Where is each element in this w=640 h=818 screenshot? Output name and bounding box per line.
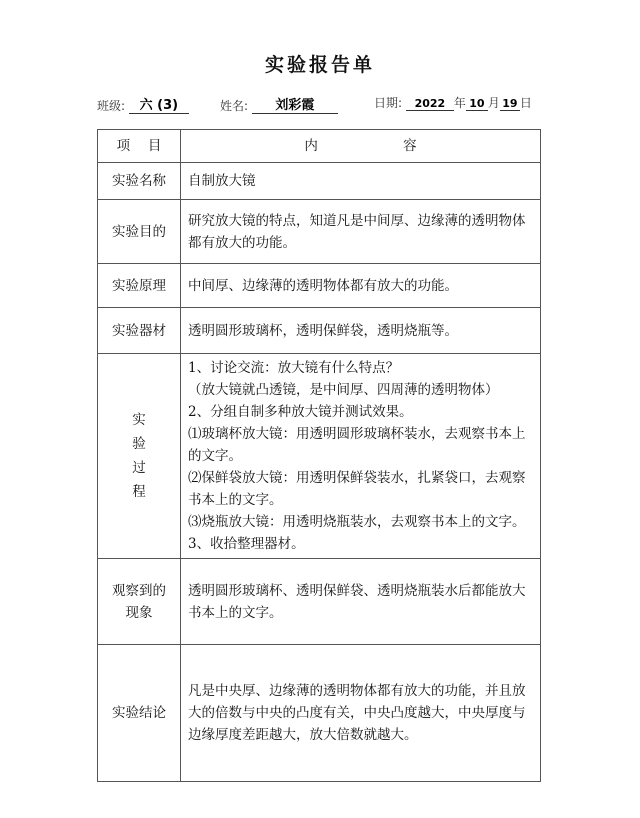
report-table <box>97 129 541 782</box>
process-label-char: 过 <box>132 460 146 476</box>
date-field <box>374 94 532 111</box>
table-row <box>98 264 541 308</box>
process-label-char: 程 <box>132 484 146 500</box>
date-year: 2022 <box>406 97 454 111</box>
table-row <box>98 308 541 354</box>
table-header-row <box>98 130 541 163</box>
header-content: 内 容 <box>181 130 541 163</box>
row-content-process <box>181 354 541 559</box>
row-label-principle: 实验原理 <box>98 264 181 308</box>
process-substep: ⑴玻璃杯放大镜：用透明圆形玻璃杯装水，去观察书本上的文字。 <box>188 426 526 464</box>
class-label: 班级: <box>97 99 126 113</box>
process-label-char: 验 <box>132 436 146 452</box>
name-value: 刘彩霞 <box>252 94 338 114</box>
table-row <box>98 354 541 559</box>
month-unit: 月 <box>487 96 500 110</box>
row-content-equipment: 透明圆形玻璃杯，透明保鲜袋，透明烧瓶等。 <box>181 308 541 354</box>
row-label-observation <box>98 559 181 645</box>
row-label-purpose: 实验目的 <box>98 200 181 264</box>
row-content-purpose: 研究放大镜的特点，知道凡是中间厚、边缘薄的透明物体都有放大的功能。 <box>181 200 541 264</box>
name-label: 姓名: <box>220 99 249 113</box>
row-content-conclusion: 凡是中央厚、边缘薄的透明物体都有放大的功能，并且放大的倍数与中央的凸度有关，中央凸度越大，中央厚度与边缘厚度差距越大，放大倍数就越大。 <box>181 645 541 782</box>
process-label-char: 实 <box>132 412 146 428</box>
class-value: 六 (3) <box>129 94 189 114</box>
observation-label-line: 观察到的 <box>112 582 166 599</box>
report-title: 实验报告单 <box>264 54 375 76</box>
date-month: 10 <box>466 97 488 111</box>
date-label: 日期: <box>374 96 403 110</box>
process-step: 3、收拾整理器材。 <box>188 536 305 552</box>
row-label-process <box>98 354 181 559</box>
row-label-equipment: 实验器材 <box>98 308 181 354</box>
table-row <box>98 200 541 264</box>
process-note: （放大镜就凸透镜，是中间厚、四周薄的透明物体） <box>188 382 499 398</box>
day-unit: 日 <box>519 96 532 110</box>
class-field <box>97 94 189 114</box>
table-row <box>98 559 541 645</box>
name-field <box>220 94 338 114</box>
row-label-conclusion: 实验结论 <box>98 645 181 782</box>
table-row <box>98 645 541 782</box>
process-step: 2、分组自制多种放大镜并测试效果。 <box>188 404 413 420</box>
row-content-observation: 透明圆形玻璃杯、透明保鲜袋、透明烧瓶装水后都能放大书本上的文字。 <box>181 559 541 645</box>
row-label-name: 实验名称 <box>98 163 181 200</box>
observation-label-line: 现象 <box>125 604 153 621</box>
year-unit: 年 <box>453 96 466 110</box>
process-substep: ⑶烧瓶放大镜：用透明烧瓶装水，去观察书本上的文字。 <box>188 514 526 530</box>
header-item: 项 目 <box>98 130 181 163</box>
date-day: 19 <box>500 97 520 111</box>
process-substep: ⑵保鲜袋放大镜：用透明保鲜袋装水，扎紧袋口，去观察书本上的文字。 <box>188 470 526 508</box>
table-row <box>98 163 541 200</box>
process-step: 1、讨论交流：放大镜有什么特点？ <box>188 360 400 376</box>
row-content-name: 自制放大镜 <box>181 163 541 200</box>
row-content-principle: 中间厚、边缘薄的透明物体都有放大的功能。 <box>181 264 541 308</box>
